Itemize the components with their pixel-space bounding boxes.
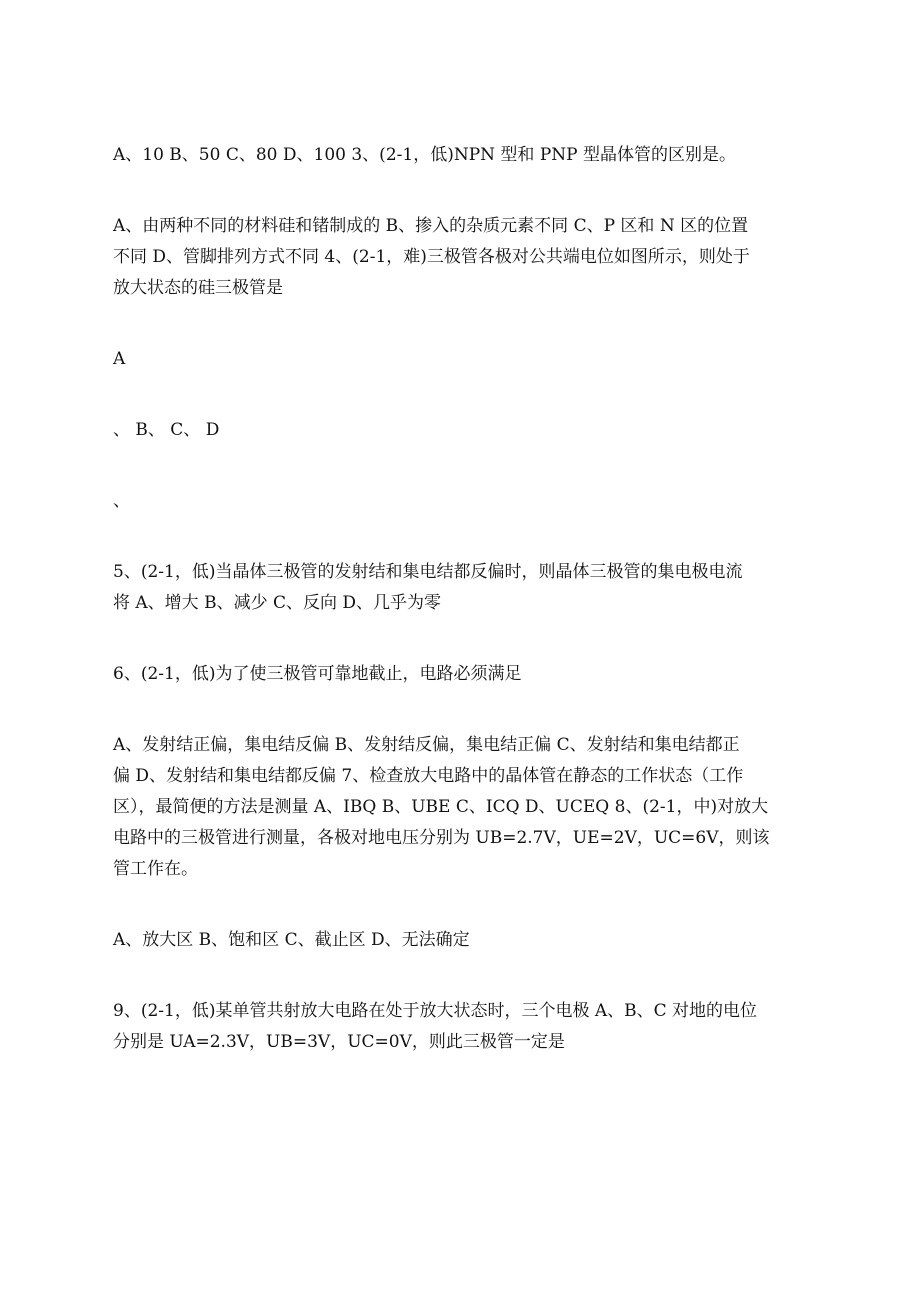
paragraph-q6-options-q7-q8 bbox=[113, 730, 813, 885]
text-line: 电路中的三极管进行测量，各极对地电压分别为 UB=2.7V，UE=2V，UC=6V，则该 bbox=[113, 828, 770, 848]
paragraph-option-a bbox=[113, 344, 813, 375]
text-line: 、 bbox=[113, 491, 130, 511]
document-body bbox=[113, 140, 813, 1098]
paragraph-q6 bbox=[113, 659, 813, 690]
text-line: 区），最简便的方法是测量 A、IBQ B、UBE C、ICQ D、UCEQ 8、(2-1，中)对放大 bbox=[113, 797, 769, 817]
paragraph-q9 bbox=[113, 996, 813, 1058]
paragraph-q3-options-q4 bbox=[113, 211, 813, 304]
text-line: 管工作在。 bbox=[113, 859, 198, 879]
text-line: 偏 D、发射结和集电结都反偏 7、检查放大电路中的晶体管在静态的工作状态（工作 bbox=[113, 766, 744, 786]
text-line: 放大状态的硅三极管是 bbox=[113, 278, 283, 298]
text-line: 不同 D、管脚排列方式不同 4、(2-1，难)三极管各极对公共端电位如图所示，则处于 bbox=[113, 247, 750, 267]
paragraph-q5 bbox=[113, 557, 813, 619]
paragraph-separator bbox=[113, 486, 813, 517]
text-line: 9、(2-1，低)某单管共射放大电路在处于放大状态时，三个电极 A、B、C 对地的电位 bbox=[113, 1001, 758, 1021]
text-line: 6、(2-1，低)为了使三极管可靠地截止，电路必须满足 bbox=[113, 664, 522, 684]
text-line: A、由两种不同的材料硅和锗制成的 B、掺入的杂质元素不同 C、P 区和 N 区的位置 bbox=[113, 216, 749, 236]
text-line: 分别是 UA=2.3V，UB=3V，UC=0V，则此三极管一定是 bbox=[113, 1032, 565, 1052]
paragraph-q2-options-q3 bbox=[113, 140, 813, 171]
paragraph-q8-options bbox=[113, 925, 813, 956]
text-line: A bbox=[113, 349, 126, 369]
text-line: 、 B、 C、 D bbox=[113, 420, 220, 440]
text-line: A、放大区 B、饱和区 C、截止区 D、无法确定 bbox=[113, 930, 470, 950]
text-line: A、10 B、50 C、80 D、100 3、(2-1，低)NPN 型和 PNP 型晶体管的区别是。 bbox=[113, 145, 736, 165]
paragraph-options-bcd bbox=[113, 415, 813, 446]
text-line: 5、(2-1，低)当晶体三极管的发射结和集电结都反偏时，则晶体三极管的集电极电流 bbox=[113, 562, 743, 582]
text-line: A、发射结正偏，集电结反偏 B、发射结反偏，集电结正偏 C、发射结和集电结都正 bbox=[113, 735, 740, 755]
text-line: 将 A、增大 B、减少 C、反向 D、几乎为零 bbox=[113, 593, 442, 613]
